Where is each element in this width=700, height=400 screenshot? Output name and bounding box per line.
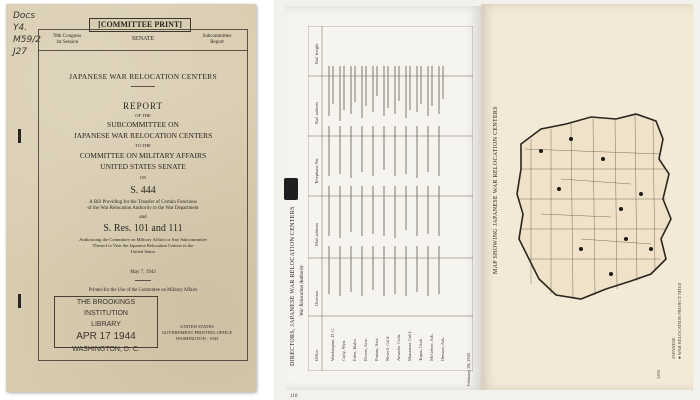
map-legend bbox=[671, 283, 683, 359]
library-stamp bbox=[54, 296, 158, 353]
subcommittee-line-1: SUBCOMMITTEE ON bbox=[107, 120, 179, 129]
publisher-block bbox=[147, 324, 247, 342]
bill-description bbox=[39, 200, 247, 212]
and-label: and bbox=[139, 215, 147, 220]
committee-line-2: UNITED STATES SENATE bbox=[100, 162, 186, 171]
office-entry: Washington, D. C. bbox=[330, 327, 335, 361]
date-rule bbox=[135, 280, 151, 281]
map-page bbox=[481, 4, 693, 390]
col-header-director: Director bbox=[314, 291, 319, 306]
map-legend-line: ● WAR RELOCATION PROJECT SITES bbox=[677, 282, 682, 359]
publisher-line: UNITED STATES bbox=[180, 324, 214, 329]
office-entry: Topaz, Utah bbox=[418, 339, 423, 361]
call-number-line: Y4. bbox=[13, 23, 28, 33]
office-entry: Denson, Ark. bbox=[440, 337, 445, 361]
office-entry: Newell, Calif. bbox=[385, 335, 390, 361]
resolution-description-line: Thereof to Visit the Japanese Relocation Centers in the bbox=[92, 242, 194, 248]
cover-photo-panel bbox=[0, 0, 270, 400]
printed-for-note: Printed for the Use of the Committee on Military Affairs bbox=[88, 288, 198, 293]
stamp-institution: THE BROOKINGS INSTITUTION bbox=[76, 299, 136, 317]
col-header-mail: Mail address bbox=[314, 222, 319, 246]
report-heading: REPORT bbox=[123, 101, 163, 111]
bill-description-line: of the War Relocation Authority to the War Department bbox=[87, 206, 199, 211]
office-entry: Amache, Colo. bbox=[396, 333, 401, 361]
title-rule bbox=[131, 86, 155, 87]
senate-label: SENATE bbox=[131, 36, 155, 42]
committee-print-label: [COMMITTEE PRINT] bbox=[89, 18, 191, 32]
table-date-note: February 20, 1943 bbox=[466, 352, 471, 386]
report-type bbox=[189, 34, 245, 46]
stamp-library: LIBRARY bbox=[91, 321, 121, 328]
office-entry: McGehee, Ark. bbox=[429, 333, 434, 361]
bill-description-line: A Bill Providing for the Transfer of Certain Functions bbox=[89, 200, 197, 205]
resolution-description bbox=[39, 237, 247, 254]
report-cover bbox=[6, 4, 256, 392]
office-entry: Manzanar, Calif. bbox=[407, 330, 412, 361]
open-spread-photo-panel bbox=[274, 0, 700, 400]
publisher-line: GOVERNMENT PRINTING OFFICE bbox=[161, 330, 233, 335]
us-relocation-map bbox=[511, 99, 681, 309]
left-page-number: 110 bbox=[290, 394, 298, 399]
call-number-line: Docs bbox=[13, 11, 36, 21]
binding-hole bbox=[18, 294, 21, 308]
session-label: 1st Session bbox=[55, 40, 79, 45]
col-header-office: Office bbox=[314, 349, 319, 361]
call-number-line: J27 bbox=[13, 47, 28, 57]
col-header-rail-freight: Rail freight bbox=[314, 43, 319, 64]
office-entry: Poston, Ariz. bbox=[374, 337, 379, 361]
office-entry: Cody, Wyo. bbox=[341, 339, 346, 361]
directors-page-title: DIRECTORS, JAPANESE WAR RELOCATION CENTERS bbox=[290, 206, 296, 366]
bill-number: S. 444 bbox=[130, 185, 156, 196]
office-entry: Eden, Idaho bbox=[352, 339, 357, 361]
resolution-description-line: Authorizing the Committee on Military Affairs or Any Subcommittee bbox=[79, 237, 207, 242]
office-entry: Rivers, Ariz. bbox=[363, 338, 368, 361]
col-header-rail-address: Rail address bbox=[314, 101, 319, 124]
binding-hole bbox=[18, 129, 21, 143]
call-number-line: M59/2 bbox=[13, 35, 41, 45]
report-type-line: Subcommittee bbox=[202, 34, 232, 39]
on-label: ON bbox=[139, 175, 147, 180]
right-page-number: 5593 bbox=[656, 370, 661, 379]
resolution-description-line: United States bbox=[130, 248, 156, 254]
document-title: JAPANESE WAR RELOCATION CENTERS bbox=[69, 72, 217, 81]
congress-session bbox=[41, 34, 93, 46]
col-header-telephone: Telephone No. bbox=[314, 157, 319, 184]
resolution-number: S. Res. 101 and 111 bbox=[103, 223, 183, 234]
report-date: May 7, 1943 bbox=[130, 270, 156, 275]
map-legend-text: WAR RELOCATION PROJECT SITES bbox=[677, 282, 682, 356]
stamp-location: WASHINGTON, D. C. bbox=[72, 346, 140, 353]
subcommittee-line-2: JAPANESE WAR RELOCATION CENTERS bbox=[73, 131, 213, 140]
table-body-text bbox=[326, 66, 466, 356]
directors-table-page bbox=[286, 6, 481, 399]
directors-page-subtitle: War Relocation Authority bbox=[300, 264, 305, 316]
to-the-label: TO THE bbox=[135, 143, 151, 148]
binder-clip bbox=[284, 178, 298, 200]
map-page-title: MAP SHOWING JAPANESE WAR RELOCATION CENTERS bbox=[493, 106, 499, 274]
congress-label: 78th Congress bbox=[52, 34, 82, 39]
of-the-label: OF THE bbox=[135, 113, 151, 118]
map-legend-line: JAPANESE bbox=[671, 337, 676, 359]
report-type-line: Report bbox=[210, 40, 224, 45]
committee-line-1: COMMITTEE ON MILITARY AFFAIRS bbox=[79, 151, 207, 160]
stamp-date: APR 17 1944 bbox=[76, 331, 136, 342]
congress-header-row bbox=[39, 32, 247, 51]
publisher-line: WASHINGTON : 1943 bbox=[175, 336, 219, 341]
